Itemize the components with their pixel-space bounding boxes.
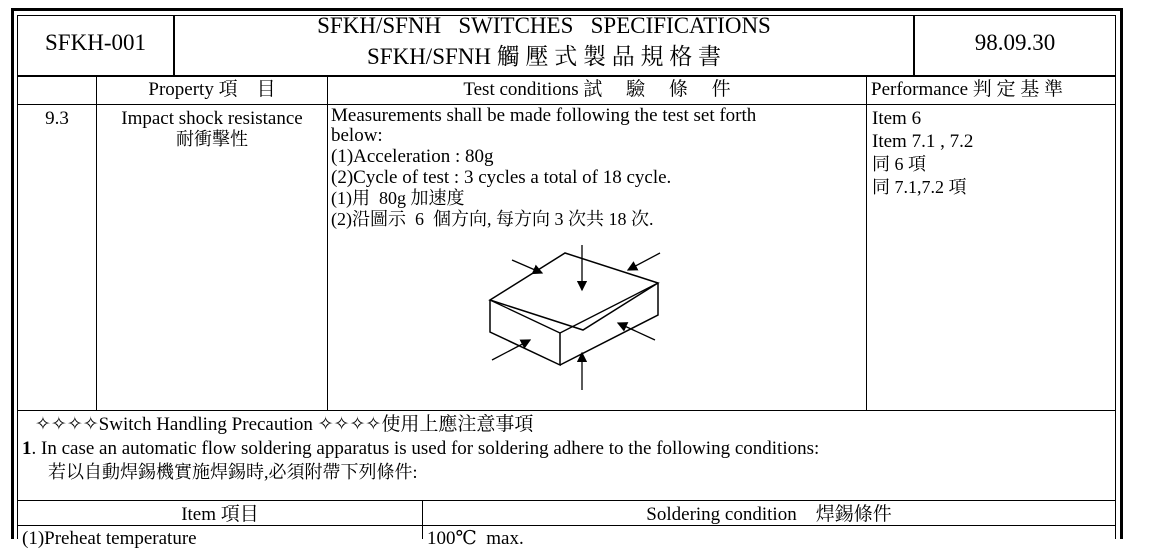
test-line-5: (1)用 80g 加速度	[331, 188, 465, 208]
performance-line-4: 同 7.1,7.2 項	[872, 177, 967, 197]
row-number-divider	[96, 104, 97, 411]
document-id: SFKH-001	[45, 30, 146, 55]
test-line-6: (2)沿圖示 6 個方向, 每方向 3 次共 18 次.	[331, 209, 654, 229]
solder-row-item: (1)Preheat temperature	[22, 528, 197, 549]
solder-table-header-bottom	[17, 525, 1116, 526]
test-line-2: below:	[331, 125, 383, 146]
solder-header-item: Item 項目	[181, 504, 259, 525]
outer-border-left-inner	[17, 15, 18, 539]
outer-border-right-inner	[1115, 15, 1116, 539]
document-date: 98.09.30	[974, 30, 1056, 55]
col-divider-b	[327, 77, 328, 411]
test-line-3: (1)Acceleration : 80g	[331, 146, 494, 167]
arrow-upper-left	[512, 260, 542, 273]
solder-row-condition: 100℃ max.	[427, 528, 524, 549]
arrow-upper-right	[628, 253, 660, 270]
row-number: 9.3	[45, 108, 69, 129]
solder-header-condition: Soldering condition 焊錫條件	[646, 504, 892, 525]
precaution-item-text-zh: 若以自動焊錫機實施焊錫時,必須附帶下列條件:	[48, 462, 418, 482]
arrow-lower-left	[492, 340, 530, 360]
property-english: Impact shock resistance	[121, 108, 303, 129]
performance-line-3: 同 6 項	[872, 154, 926, 174]
column-header-test-conditions: Test conditions 試 驗 條 件	[463, 79, 731, 100]
precaution-item-text-en: . In case an automatic flow soldering apparatus is used for soldering adhere to the following conditions:	[31, 438, 820, 459]
column-header-property: Property 項 目	[148, 79, 276, 100]
test-conditions-text	[331, 106, 865, 230]
solder-table-top-line	[17, 500, 1116, 501]
test-line-4: (2)Cycle of test : 3 cycles a total of 18 cycle.	[331, 167, 672, 188]
impact-direction-diagram	[480, 235, 680, 400]
outer-border-top	[11, 8, 1123, 11]
title-chinese: SFKH/SFNH 觸 壓 式 製 品 規 格 書	[367, 44, 721, 69]
header-bottom-line	[17, 75, 1116, 77]
column-header-performance: Performance 判 定 基 準	[871, 79, 1064, 100]
title-english: SFKH/SFNH SWITCHES SPECIFICATIONS	[317, 13, 771, 38]
outer-border-left	[11, 8, 14, 539]
test-line-1: Measurements shall be made following the test set forth	[331, 105, 757, 126]
row-bottom-line	[17, 410, 1116, 411]
precaution-item-1	[22, 438, 819, 460]
precaution-heading: ✧✧✧✧Switch Handling Precaution ✧✧✧✧使用上應注意事項	[35, 414, 534, 435]
performance-line-1: Item 6	[872, 108, 922, 129]
col-divider-c	[866, 77, 867, 411]
performance-line-2: Item 7.1 , 7.2	[872, 131, 974, 152]
property-chinese: 耐衝擊性	[176, 129, 248, 149]
precaution-item-number: 1	[22, 438, 32, 459]
performance-text	[872, 107, 1112, 199]
outer-border-right	[1120, 8, 1123, 539]
